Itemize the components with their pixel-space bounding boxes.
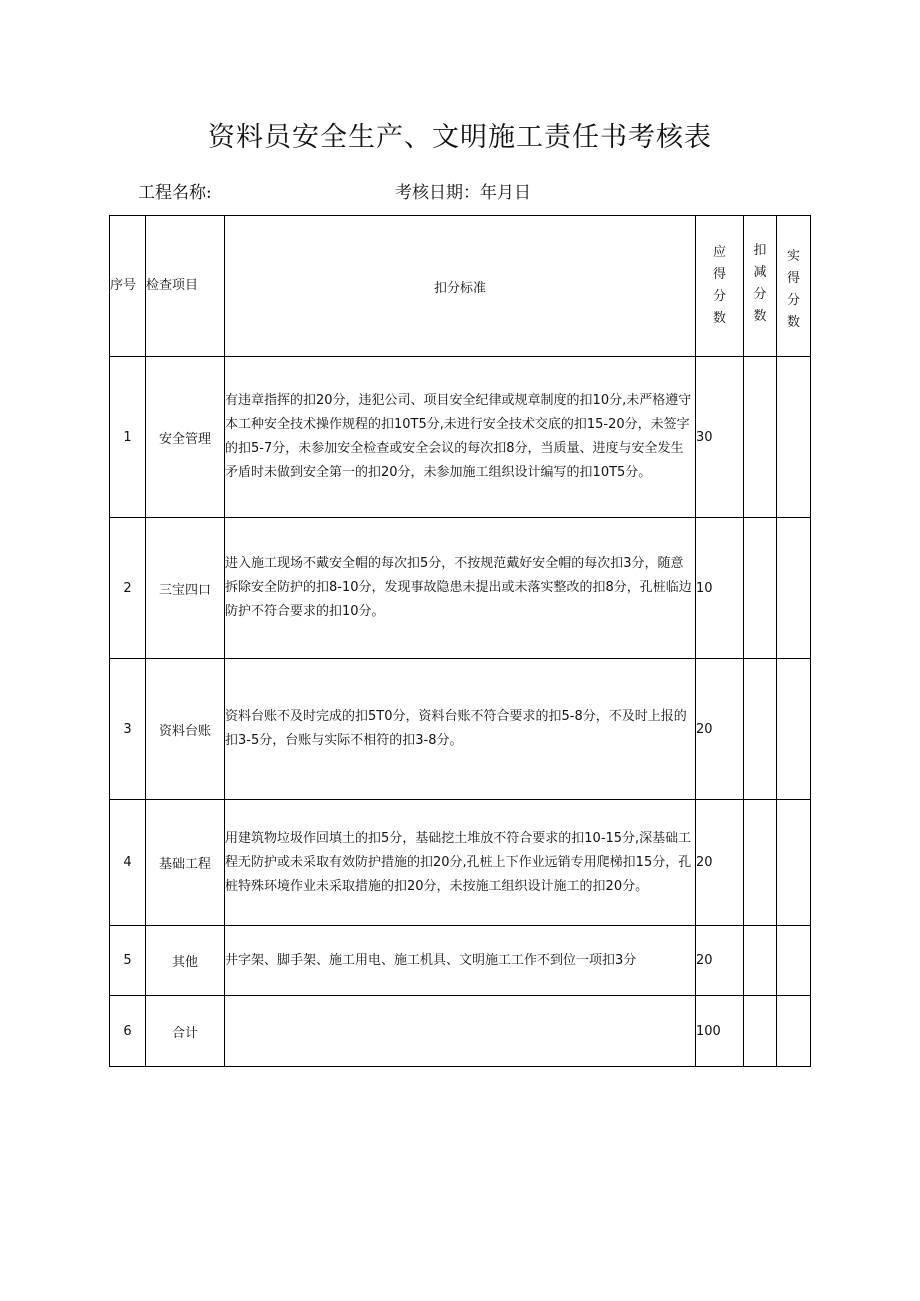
row-score: 20 [696,800,744,926]
header-seq: 序号 [110,216,146,357]
header-row [110,216,811,357]
header-actual [777,216,811,357]
table-row [110,357,811,518]
row-score: 20 [696,659,744,800]
row-standard: 有违章指挥的扣20分，违犯公司、项目安全纪律或规章制度的扣10分,未严格遵守本工种安全技术操作规程的扣10T5分,未进行安全技术交底的扣15-20分，未签字的扣5-7分，未参加安全检查或安全会议的每次扣8分，当质量、进度与安全发生矛盾时未做到安全第一的扣20分，未参加施工组织设计编写的扣10T5分。 [225,357,696,518]
row-deduct[interactable] [744,659,777,800]
row-actual[interactable] [777,926,811,996]
header-standard: 扣分标准 [225,216,696,357]
header-char: 数 [786,315,800,330]
row-seq: 5 [110,926,146,996]
assessment-date-label: 考核日期：年月日 [395,183,531,203]
row-deduct[interactable] [744,996,777,1067]
row-item: 其他 [146,926,225,996]
row-score: 100 [696,996,744,1067]
row-actual[interactable] [777,659,811,800]
table-row [110,659,811,800]
header-char: 分 [753,287,767,302]
row-seq: 1 [110,357,146,518]
header-should-score [696,216,744,357]
header-char: 数 [753,309,767,324]
row-score: 20 [696,926,744,996]
row-score: 30 [696,357,744,518]
table-row [110,800,811,926]
row-seq: 3 [110,659,146,800]
row-standard: 进入施工现场不戴安全帽的每次扣5分，不按规范戴好安全帽的每次扣3分，随意拆除安全防护的扣8-10分，发现事故隐患未提出或未落实整改的扣8分，孔桩临边防护不符合要求的扣10分。 [225,518,696,659]
row-deduct[interactable] [744,800,777,926]
row-deduct[interactable] [744,926,777,996]
row-deduct[interactable] [744,518,777,659]
row-score: 10 [696,518,744,659]
row-actual[interactable] [777,357,811,518]
header-char: 分 [712,289,726,304]
row-seq: 6 [110,996,146,1067]
row-standard [225,996,696,1067]
header-item: 检查项目 [146,216,225,357]
row-item: 资料台账 [146,659,225,800]
row-standard: 用建筑物垃圾作回填土的扣5分，基础挖土堆放不符合要求的扣10-15分,深基础工程无防护或未采取有效防护措施的扣20分,孔桩上下作业远销专用爬梯扣15分，孔桩特殊环境作业未采取措施的扣20分，未按施工组织设计施工的扣20分。 [225,800,696,926]
header-char: 减 [753,265,767,280]
row-standard: 井字架、脚手架、施工用电、施工机具、文明施工工作不到位一项扣3分 [225,926,696,996]
document-title: 资料员安全生产、文明施工责任书考核表 [208,122,712,153]
table-row [110,996,811,1067]
table-row [110,518,811,659]
row-standard: 资料台账不及时完成的扣5T0分，资料台账不符合要求的扣5-8分，不及时上报的扣3-5分，台账与实际不相符的扣3-8分。 [225,659,696,800]
header-char: 数 [712,311,726,326]
row-actual[interactable] [777,518,811,659]
row-deduct[interactable] [744,357,777,518]
assessment-table [109,215,811,1067]
row-actual[interactable] [777,996,811,1067]
row-seq: 2 [110,518,146,659]
header-deduct [744,216,777,357]
row-seq: 4 [110,800,146,926]
header-char: 分 [786,293,800,308]
row-item: 三宝四口 [146,518,225,659]
row-item: 基础工程 [146,800,225,926]
header-char: 得 [712,267,726,282]
row-item: 合计 [146,996,225,1067]
header-char: 扣 [753,243,767,258]
row-actual[interactable] [777,800,811,926]
header-char: 应 [712,245,726,260]
row-item: 安全管理 [146,357,225,518]
header-char: 得 [786,271,800,286]
table-row [110,926,811,996]
project-name-label: 工程名称: [138,183,212,203]
header-char: 实 [786,249,800,264]
